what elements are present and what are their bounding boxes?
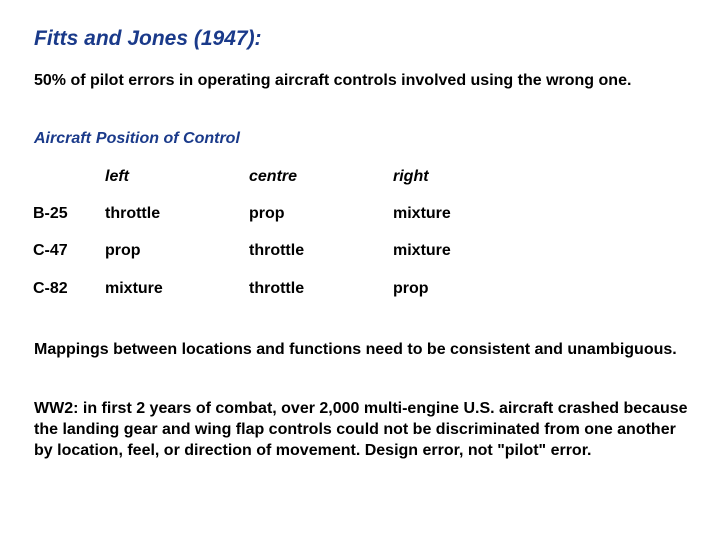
table-cell-right: prop [393,280,429,297]
table-header-right: right [393,168,429,185]
table-cell-centre: prop [249,205,285,222]
mappings-paragraph: Mappings between locations and functions need to be consistent and unambiguous. [34,341,677,358]
table-caption [34,130,240,148]
table-cell-left: throttle [105,205,161,222]
table-cell-right: mixture [393,242,451,259]
table-cell-aircraft: C-82 [33,280,68,297]
ww2-paragraph: WW2: in first 2 years of combat, over 2,000 multi-engine U.S. aircraft crashed because the landing gear and wing flap controls could not be discriminated from one another by location, feel, or direction of movement. Design error, not "pilot" error. [34,400,688,459]
intro-text: 50% of pilot errors in operating aircraft controls involved using the wrong one. [34,72,632,89]
table-header-centre: centre [249,168,298,185]
table-caption-position: Position of Control [95,130,240,147]
table-caption-aircraft: Aircraft [34,130,91,147]
table-cell-aircraft: B-25 [33,205,68,222]
table-cell-left: mixture [105,280,163,297]
table-cell-centre: throttle [249,280,305,297]
table-header-left: left [105,168,129,185]
table-cell-right: mixture [393,205,451,222]
slide-title: Fitts and Jones (1947): [34,27,262,50]
table-cell-centre: throttle [249,242,305,259]
table-cell-left: prop [105,242,141,259]
table-cell-aircraft: C-47 [33,242,68,259]
